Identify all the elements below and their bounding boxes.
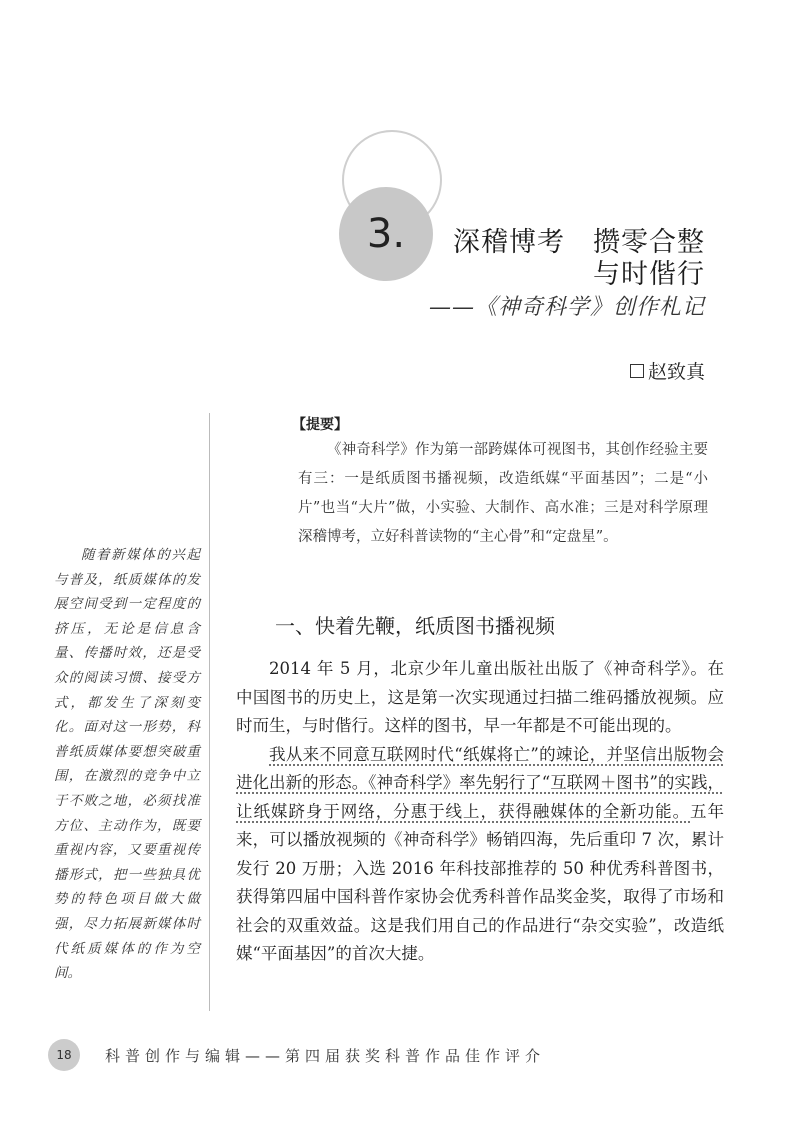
body-paragraph-2-emphasis: 我从来不同意互联网时代“纸媒将亡”的竦论，并坚信出版物会进化出新的形态。《神奇科学》率先躬行了“互联网＋图书”的实践，让纸媒跻身于网络，分惠于线上，获得融媒体的全新功能。 — [236, 744, 724, 821]
chapter-number: 3. — [366, 211, 406, 257]
body-paragraph-2-rest: 五年来，可以播放视频的《神奇科学》畅销四海，先后重印 7 次，累计发行 20 万册；入选 2016 年科技部推荐的 50 种优秀科普图书，获得第四届中国科普作家协会优秀科普作品奖金奖，取得了市场和社会的双重效益。这是我们用自己的作品进行“杂交实验”，改造纸媒“平面基因”的首次大捷。 — [236, 801, 725, 963]
running-footer: 科普创作与编辑——第四届获奖科普作品佳作评介 — [105, 1047, 546, 1065]
body-paragraph-2 — [236, 741, 724, 969]
author-box-icon — [630, 364, 644, 378]
abstract — [298, 436, 708, 552]
chapter-title-line-1: 深稽博考 攒零合整 — [453, 227, 705, 258]
chapter-number-badge — [339, 187, 433, 281]
abstract-text: 《神奇科学》作为第一部跨媒体可视图书，其创作经验主要有三：一是纸质图书播视频，改造纸媒“平面基因”；二是“小片”也当“大片”做，小实验、大制作、高水准；三是对科学原理深稽博考，立好科普读物的“主心骨”和“定盘星”。 — [298, 442, 708, 545]
author-name: 赵致真 — [647, 361, 705, 383]
abstract-label: 【提要】 — [292, 417, 348, 433]
sidebar-text: 随着新媒体的兴起与普及，纸质媒体的发展空间受到一定程度的挤压，无论是信息含量、传播时效，还是受众的阅读习惯、接受方式，都发生了深刻变化。面对这一形势，科普纸质媒体要想突破重围，在激烈的竞争中立于不败之地，必须找准方位、主动作为，既要重视内容，又要重视传播形式，把一些独具优势的特色项目做大做强，尽力拓展新媒体时代纸质媒体的作为空间。 — [54, 547, 200, 982]
sidebar-note — [54, 543, 200, 986]
page-number-text: 18 — [56, 1048, 72, 1062]
sidebar-divider — [209, 413, 210, 1011]
section-heading: 一、快着先鞭，纸质图书播视频 — [275, 614, 555, 638]
body-paragraph-1: 2014 年 5 月，北京少年儿童出版社出版了《神奇科学》。在中国图书的历史上，这是第一次实现通过扫描二维码播放视频。应时而生，与时偕行。这样的图书，早一年都是不可能出现的。 — [236, 659, 724, 735]
chapter-title-line-2: 与时偕行 — [593, 259, 705, 290]
author-line — [630, 357, 705, 384]
page-number — [48, 1039, 80, 1071]
chapter-subtitle: ——《神奇科学》创作札记 — [428, 295, 705, 320]
body-text — [236, 655, 724, 969]
